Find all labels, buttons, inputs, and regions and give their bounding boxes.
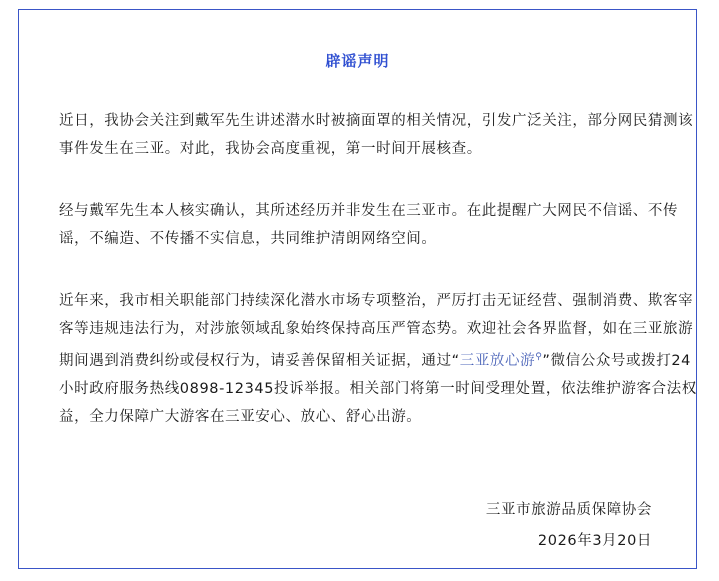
wechat-account-link[interactable]: 三亚放心游 [459, 353, 536, 369]
signature-organization: 三亚市旅游品质保障协会 [485, 502, 652, 518]
signature-date: 2026年3月20日 [537, 533, 652, 549]
statement-paragraph-2: 经与戴军先生本人核实确认，其所述经历并非发生在三亚市。在此提醒广大网民不信谣、不传谣，不编造、不传播不实信息，共同维护清朗网络空间。 [59, 203, 679, 247]
paragraph-3-text-after: ”微信公众号或拨打24小时政府服务热线0898-12345投诉举报。相关部门将第一时间受理处置，依法维护游客合法权益，全力保障广大游客在三亚安心、放心、舒心出游。 [59, 353, 697, 425]
paragraph-3-text-before: 近年来，我市相关职能部门持续深化潜水市场专项整治，严厉打击无证经营、强制消费、欺客宰客等违规违法行为，对涉旅领域乱象始终保持高压严管态势。欢迎社会各界监督，如在三亚旅游期间遇到消费纠纷或侵权行为，请妥善保留相关证据，通过“ [59, 293, 694, 369]
statement-paragraph-3 [59, 287, 699, 431]
search-icon: ⚲ [535, 352, 543, 362]
statement-title: 辟谣声明 [325, 52, 390, 70]
statement-paragraph-1: 近日，我协会关注到戴军先生讲述潜水时被摘面罩的相关情况，引发广泛关注，部分网民猜测该事件发生在三亚。对此，我协会高度重视，第一时间开展核查。 [59, 113, 694, 157]
statement-frame [18, 9, 697, 569]
